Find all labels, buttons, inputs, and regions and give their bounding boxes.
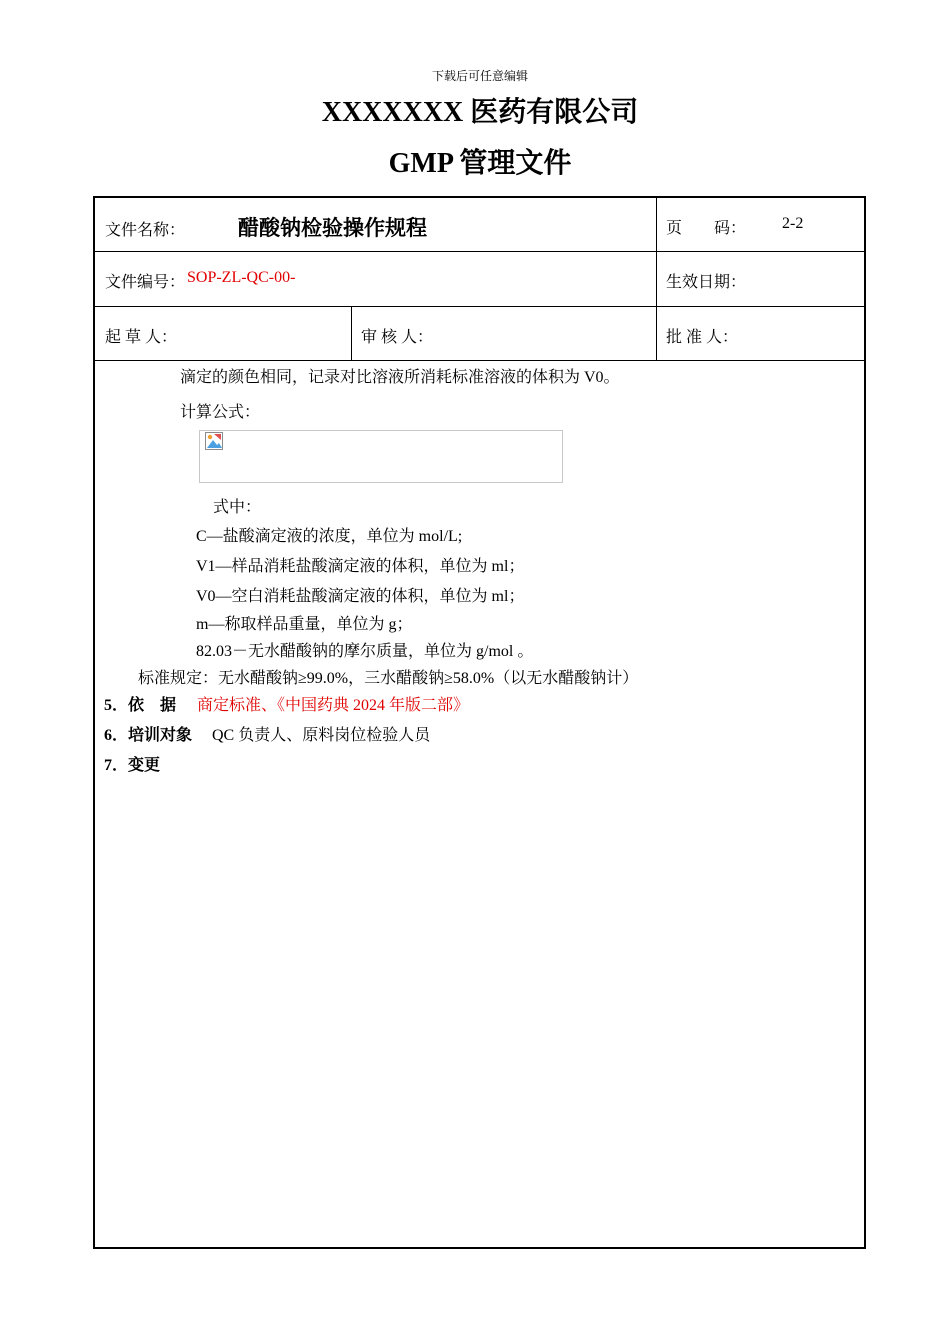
effective-date-label: 生效日期： bbox=[666, 274, 747, 291]
download-note: 下载后可任意编辑 bbox=[431, 69, 528, 83]
column-divider-right bbox=[656, 198, 657, 360]
page-label: 页 码： bbox=[666, 220, 747, 237]
section-6-value: QC 负责人、原料岗位检验人员 bbox=[212, 727, 431, 744]
definition-m: m—称取样品重量，单位为 g； bbox=[196, 616, 413, 633]
reviewer-label: 审 核 人： bbox=[361, 329, 434, 346]
document-type-title: GMP 管理文件 bbox=[388, 148, 572, 179]
table-row-doc-no bbox=[95, 252, 864, 307]
formula-image bbox=[199, 430, 563, 483]
standard-spec: 标准规定：无水醋酸钠≥99.0%，三水醋酸钠≥58.0%（以无水醋酸钠计） bbox=[138, 670, 639, 687]
doc-name-label: 文件名称： bbox=[105, 222, 186, 239]
doc-no-label: 文件编号： bbox=[105, 274, 186, 291]
definition-molar-mass: 82.03－无水醋酸钠的摩尔质量，单位为 g/mol 。 bbox=[196, 643, 534, 660]
approver-label: 批 准 人： bbox=[666, 329, 739, 346]
section-7-label: 7．变更 bbox=[104, 757, 161, 774]
titration-text: 滴定的颜色相同，记录对比溶液所消耗标准溶液的体积为 V0。 bbox=[180, 369, 620, 386]
drafter-label: 起 草 人： bbox=[105, 329, 178, 346]
table-row-signatures bbox=[95, 307, 864, 361]
where-label: 式中： bbox=[213, 499, 262, 516]
column-divider-middle bbox=[351, 307, 352, 360]
formula-label: 计算公式： bbox=[180, 404, 261, 421]
doc-no-value: SOP-ZL-QC-00- bbox=[187, 269, 296, 286]
page-value: 2-2 bbox=[782, 215, 804, 232]
definition-v0: V0—空白消耗盐酸滴定液的体积，单位为 ml； bbox=[196, 588, 525, 605]
definition-v1: V1—样品消耗盐酸滴定液的体积，单位为 ml； bbox=[196, 558, 525, 575]
section-5-label: 5．依 据 bbox=[104, 697, 177, 714]
definition-c: C—盐酸滴定液的浓度，单位为 mol/L; bbox=[196, 528, 463, 545]
company-name: XXXXXXX 医药有限公司 bbox=[321, 97, 639, 128]
section-5-value: 商定标准、《中国药典 2024 年版二部》 bbox=[197, 697, 470, 714]
doc-name-value: 醋酸钠检验操作规程 bbox=[238, 216, 427, 240]
broken-image-icon bbox=[205, 432, 223, 450]
table-row-doc-name bbox=[95, 198, 864, 252]
document-frame bbox=[93, 196, 866, 1249]
section-6-label: 6．培训对象 bbox=[104, 727, 193, 744]
